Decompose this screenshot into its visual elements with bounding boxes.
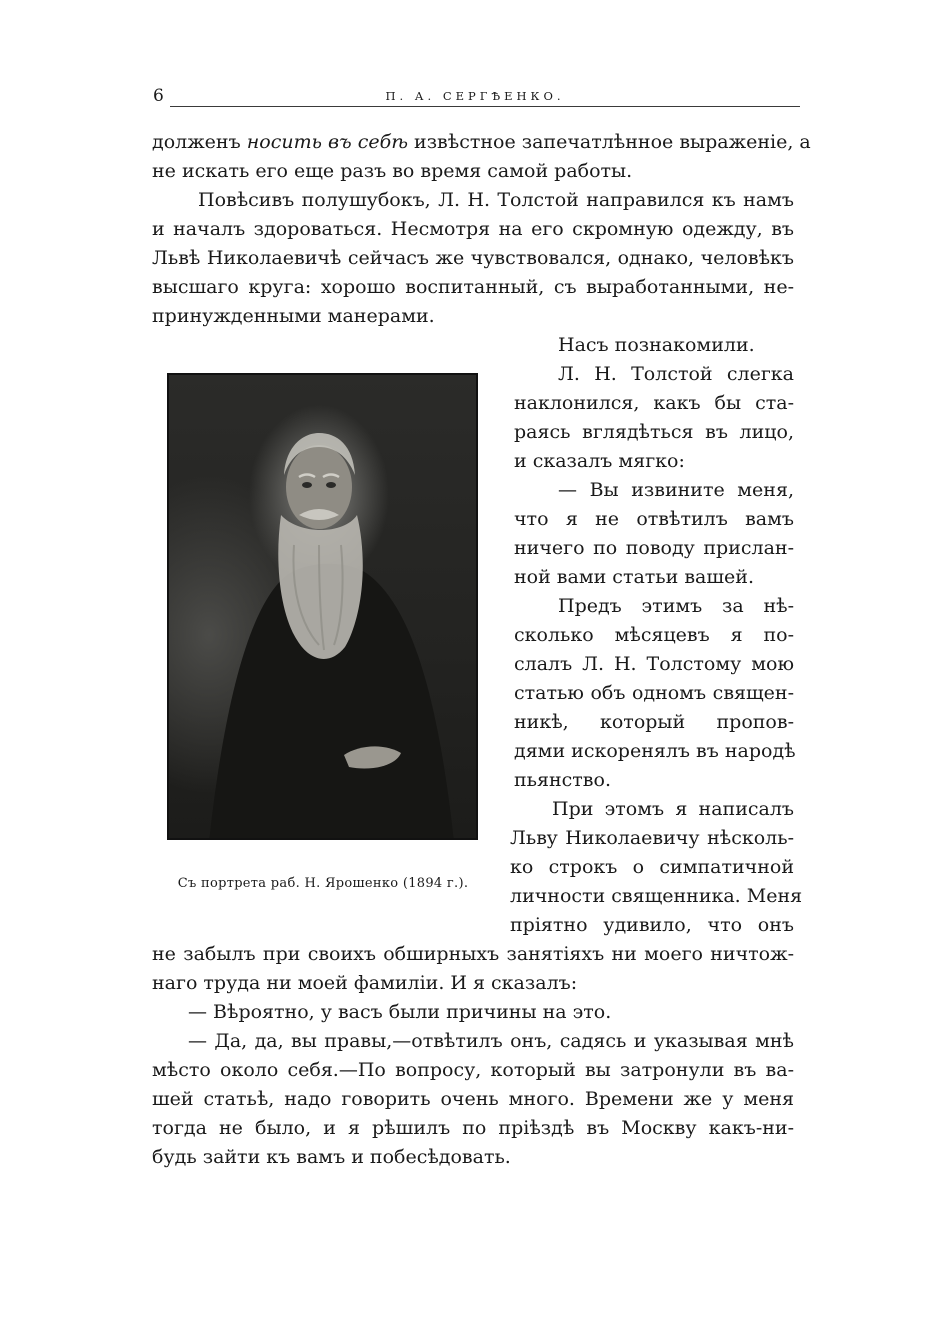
text-line: — Вы извините меня, — [558, 479, 794, 501]
text-line: раясь вглядѣться въ лицо, — [514, 421, 794, 443]
text-line: слалъ Л. Н. Толстому мою — [514, 653, 794, 675]
text-line: пьянство. — [514, 769, 611, 791]
text-line: что я не отвѣтилъ вамъ — [514, 508, 794, 530]
text-line: дями искоренялъ въ народѣ — [514, 740, 796, 762]
text-line: наклонился, какъ бы ста- — [514, 392, 794, 414]
portrait-image — [167, 373, 478, 840]
text-line: Насъ познакомили. — [558, 334, 755, 356]
text-line: и началъ здороваться. Несмотря на его скромную одежду, въ — [152, 218, 794, 240]
text-line: При этомъ я написалъ — [552, 798, 794, 820]
figure-caption: Съ портрета раб. Н. Ярошенко (1894 г.). — [177, 876, 469, 891]
text-line: Предъ этимъ за нѣ- — [558, 595, 794, 617]
text-line: ничего по поводу прислан- — [514, 537, 794, 559]
text-line: личности священника. Меня — [510, 885, 803, 907]
page-header — [150, 86, 800, 108]
running-head: П. А. СЕРГѢЕНКО. — [385, 89, 565, 103]
text-line: мѣсто около себя.—По вопросу, который вы затронули въ ва- — [152, 1059, 794, 1081]
text-line: — Вѣроятно, у васъ были причины на это. — [188, 1001, 612, 1023]
text-line: не искать его еще разъ во время самой работы. — [152, 160, 633, 182]
text-line: Л. Н. Толстой слегка — [558, 363, 794, 385]
text-line: Львy Николаевичу нѣсколь- — [510, 827, 794, 849]
italic-phrase: носить въ себѣ — [246, 131, 408, 153]
text-line: не забылъ при своихъ обширныхъ занятіяхъ ни моего ничтож- — [152, 943, 794, 965]
text-line: ной вами статьи вашей. — [514, 566, 754, 588]
text-line: высшаго круга: хорошо воспитанный, съ выработанными, не- — [152, 276, 794, 298]
page-number: 6 — [153, 86, 164, 106]
text-line: пріятно удивило, что онъ — [510, 914, 794, 936]
text-line: ко строкъ о симпатичной — [510, 856, 794, 878]
text-line: будь зайти къ вамъ и побесѣдовать. — [152, 1146, 511, 1168]
portrait-drawing — [169, 375, 478, 840]
text-line: Львѣ Николаевичѣ сейчасъ же чувствовался, однако, человѣкъ — [152, 247, 794, 269]
text-line: никѣ, который пропов- — [514, 711, 794, 733]
text-line: наго труда ни моей фамиліи. И я сказалъ: — [152, 972, 578, 994]
text-line: статью объ одномъ священ- — [514, 682, 794, 704]
header-rule — [170, 106, 800, 107]
text-line: принужденными манерами. — [152, 305, 435, 327]
text-line: долженъ носить въ себѣ извѣстное запечатлѣнное выраженіе, а — [152, 131, 811, 153]
text-line: Повѣсивъ полушубокъ, Л. Н. Толстой направился къ намъ — [198, 189, 794, 211]
text-line: — Да, да, вы правы,—отвѣтилъ онъ, садясь и указывая мнѣ — [188, 1030, 794, 1052]
text-line: сколько мѣсяцевъ я по- — [514, 624, 794, 646]
text-line: тогда не было, и я рѣшилъ по пріѣздѣ въ Москву какъ-ни- — [152, 1117, 794, 1139]
text-line: шей статьѣ, надо говорить очень много. Времени же у меня — [152, 1088, 794, 1110]
text-line: и сказалъ мягко: — [514, 450, 685, 472]
